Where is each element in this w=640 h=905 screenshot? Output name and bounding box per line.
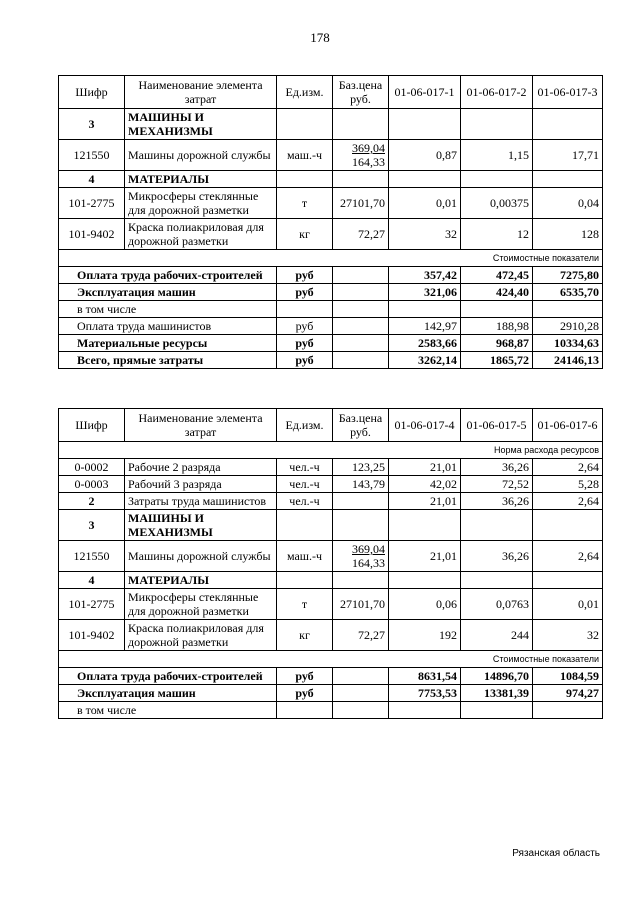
table-row: Материальные ресурсы руб 2583,66 968,87 10334,63 [59, 335, 603, 352]
table-row: 101-2775 Микросферы стеклянные для дорожной разметки т 27101,70 0,06 0,0763 0,01 [59, 589, 603, 620]
table-row: Эксплуатация машин руб 7753,53 13381,39 974,27 [59, 685, 603, 702]
table-row: 121550 Машины дорожной службы маш.-ч 369,04 164,33 0,87 1,15 17,71 [59, 140, 603, 171]
header-col6: 01-06-017-6 [533, 409, 603, 442]
table-row: в том числе [59, 301, 603, 318]
header-unit: Ед.изм. [277, 409, 333, 442]
table-row: Оплата труда рабочих-строителей руб 8631,54 14896,70 1084,59 [59, 668, 603, 685]
header-col1: 01-06-017-1 [389, 76, 461, 109]
table-row: 2 Затраты труда машинистов чел.-ч 21,01 36,26 2,64 [59, 493, 603, 510]
table-row: 101-9402 Краска полиакриловая для дорожной разметки кг 72,27 192 244 32 [59, 620, 603, 651]
table-row: 3 МАШИНЫ И МЕХАНИЗМЫ [59, 510, 603, 541]
header-col3: 01-06-017-3 [533, 76, 603, 109]
table-row: 4 МАТЕРИАЛЫ [59, 171, 603, 188]
section-row [59, 250, 603, 267]
table-row: Оплата труда машинистов руб 142,97 188,98 2910,28 [59, 318, 603, 335]
norm-label: Норма расхода ресурсов [59, 442, 603, 459]
table-row: 0-0003 Рабочий 3 разряда чел.-ч 143,79 42,02 72,52 5,28 [59, 476, 603, 493]
table-row: 3 МАШИНЫ И МЕХАНИЗМЫ [59, 109, 603, 140]
table-header-row [59, 409, 603, 442]
header-code: Шифр [59, 76, 125, 109]
cost-indicators-label: Стоимостные показатели [59, 651, 603, 668]
table-row: 4 МАТЕРИАЛЫ [59, 572, 603, 589]
resource-table-2 [58, 408, 603, 719]
table-row: 101-2775 Микросферы стеклянные для дорожной разметки т 27101,70 0,01 0,00375 0,04 [59, 188, 603, 219]
table-row: 101-9402 Краска полиакриловая для дорожной разметки кг 72,27 32 12 128 [59, 219, 603, 250]
table-header-row [59, 76, 603, 109]
header-name: Наименование элемента затрат [125, 76, 277, 109]
table-row: Эксплуатация машин руб 321,06 424,40 6535,70 [59, 284, 603, 301]
header-col2: 01-06-017-2 [461, 76, 533, 109]
section-row [59, 651, 603, 668]
section-row [59, 442, 603, 459]
header-col4: 01-06-017-4 [389, 409, 461, 442]
table-row: в том числе [59, 702, 603, 719]
table-row: Оплата труда рабочих-строителей руб 357,42 472,45 7275,80 [59, 267, 603, 284]
resource-table-1 [58, 75, 603, 369]
header-price: Баз.цена руб. [333, 409, 389, 442]
table-row: Всего, прямые затраты руб 3262,14 1865,72 24146,13 [59, 352, 603, 369]
header-unit: Ед.изм. [277, 76, 333, 109]
header-price: Баз.цена руб. [333, 76, 389, 109]
cost-indicators-label: Стоимостные показатели [59, 250, 603, 267]
footer-region: Рязанская область [512, 848, 600, 859]
table-row: 0-0002 Рабочие 2 разряда чел.-ч 123,25 21,01 36,26 2,64 [59, 459, 603, 476]
header-name: Наименование элемента затрат [125, 409, 277, 442]
header-col5: 01-06-017-5 [461, 409, 533, 442]
table-row: 121550 Машины дорожной службы маш.-ч 369,04 164,33 21,01 36,26 2,64 [59, 541, 603, 572]
header-code: Шифр [59, 409, 125, 442]
page-number: 178 [310, 30, 330, 45]
